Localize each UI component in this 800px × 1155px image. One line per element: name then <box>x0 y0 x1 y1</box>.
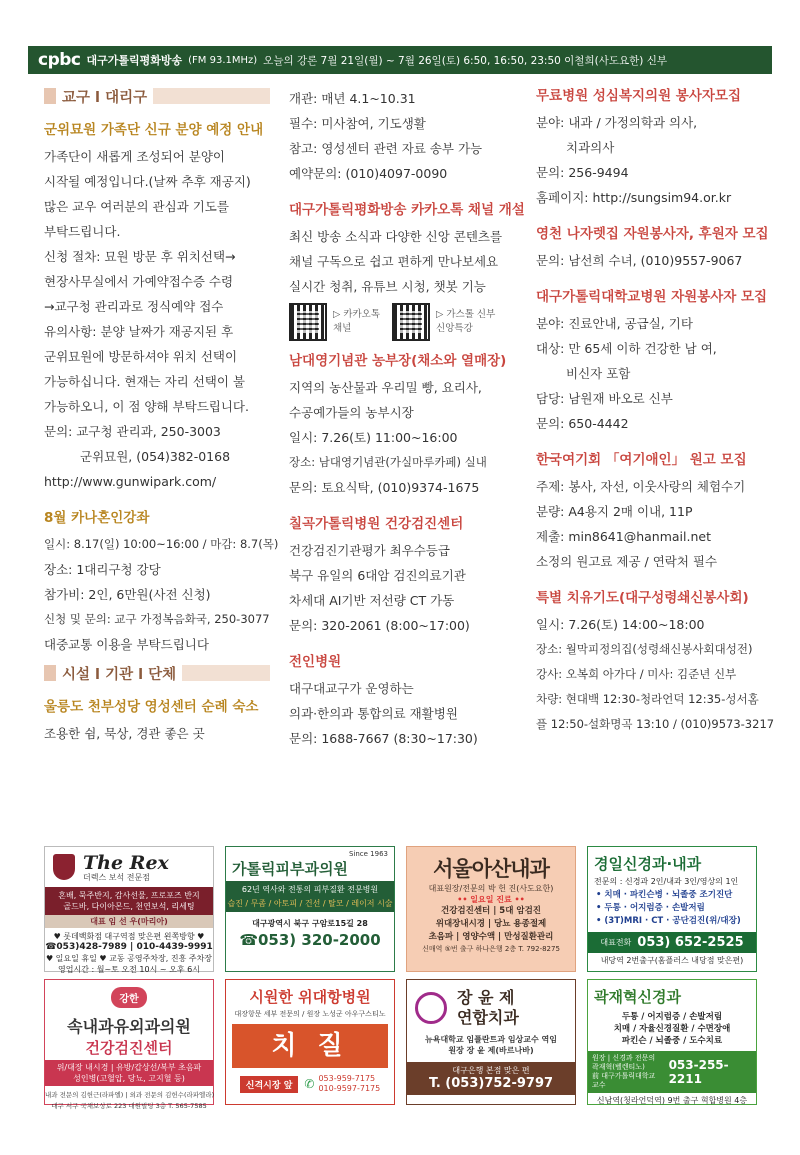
article-line: 수공예가들의 농부시장 <box>289 405 414 420</box>
column-3 <box>536 86 775 737</box>
article-line: 강사: 오복희 아가다 / 미사: 김준년 신부 <box>536 667 737 681</box>
article-line: 문의: 1688-7667 (8:30~17:30) <box>289 731 478 746</box>
article-nazareth-house <box>536 224 769 273</box>
article-title: 칠곡가톨릭병원 건강검진센터 <box>289 516 464 532</box>
article-line: 문의: 650-4442 <box>536 416 629 431</box>
brand-logo: 강한 <box>111 987 146 1008</box>
article-title: 특별 치유기도(대구성령쇄신봉사회) <box>536 590 749 606</box>
article-title: 영천 나자렛집 자원봉사자, 후원자 모집 <box>536 226 769 242</box>
broadcast-banner <box>28 46 772 74</box>
article-manuscript-call <box>536 450 764 574</box>
article-line: 유의사항: 분양 날짜가 재공지된 후 <box>44 324 234 339</box>
article-line: 개관: 매년 4.1~10.31 <box>289 91 416 106</box>
lecture-qr-code[interactable] <box>392 303 430 341</box>
article-line: 가능하오니, 이 점 양해 부탁드립니다. <box>44 399 249 414</box>
article-line: 장소: 남대영기념관(가실마루카페) 실내 <box>289 455 487 469</box>
article-line: 예약문의: (010)4097-0090 <box>289 166 448 181</box>
article-line: 치과의사 <box>566 140 615 155</box>
article-line: 채널 구독으로 쉽고 편하게 만나보세요 <box>289 254 499 269</box>
article-line: 가능하십니다. 현재는 자리 선택이 불 <box>44 374 245 389</box>
article-line: 문의: 토요식탁, (010)9374-1675 <box>289 480 480 495</box>
dental-emblem-icon <box>415 992 447 1024</box>
article-line: 플 12:50-설화명곡 13:10 / (010)9573-3217 <box>536 717 775 731</box>
article-line: 북구 유일의 6대암 검진의료기관 <box>289 568 466 583</box>
article-line: 시작될 예정입니다.(날짜 추후 재공지) <box>44 174 251 189</box>
article-line: 건강검진기관평가 최우수등급 <box>289 543 450 558</box>
qr-row <box>289 303 517 341</box>
article-title: 울릉도 천부성당 영성센터 순례 숙소 <box>44 699 259 715</box>
article-line: 가족단이 새롭게 조성되어 분양이 <box>44 149 225 164</box>
article-line: 분야: 내과 / 가정의학과 의사, <box>536 115 698 130</box>
article-title: 전인병원 <box>289 654 342 670</box>
article-title: 남대영기념관 농부장(채소와 열매장) <box>289 353 507 369</box>
article-title: 무료병원 성심복지의원 봉사자모집 <box>536 88 742 104</box>
article-line: 군위묘원에 방문하셔야 위치 선택이 <box>44 349 238 364</box>
article-line: 문의: 320-2061 (8:00~17:00) <box>289 618 470 633</box>
article-line: 일시: 7.26(토) 14:00~18:00 <box>536 617 705 632</box>
article-line: 대상: 만 65세 이하 건강한 남 여, <box>536 341 717 356</box>
article-line: 일시: 8.17(일) 10:00~16:00 / 마감: 8.7(목) <box>44 537 279 551</box>
article-chilgok-hospital <box>289 514 517 638</box>
article-line: 대구대교구가 운영하는 <box>289 681 414 696</box>
article-healing-prayer <box>536 588 775 737</box>
ad-hansin-clinic[interactable]: 강한 속내과유외과의원 건강검진센터 위/대장 내시경 | 유방/갑상선/복부 초음파 성인병(고혈압, 당뇨, 고지혈 등) 내과 전문의 김헌근(라파엘) | 외과 전문의 김헌수(라파엘라) 대구 서구 국채보상로 223 대원빌딩 3층 T. 565-7585 <box>44 979 214 1105</box>
article-line: 문의: 남선희 수녀, (010)9557-9067 <box>536 253 743 268</box>
article-line: 부탁드립니다. <box>44 224 121 239</box>
article-line: 실시간 청취, 유튜브 시청, 챗봇 기능 <box>289 279 486 294</box>
article-line: 차량: 현대백 12:30-청라언덕 12:35-성서홈 <box>536 692 759 706</box>
article-line: 담당: 남원재 바오로 신부 <box>536 391 673 406</box>
article-dcuh-volunteer <box>536 287 768 436</box>
article-line: 장소: 월막피정의집(성령쇄신봉사회대성전) <box>536 642 753 656</box>
article-jeonin-hospital <box>289 652 517 751</box>
sungsim-url-link[interactable]: 홈페이지: http://sungsim94.or.kr <box>536 190 732 205</box>
article-line: 문의: 256-9494 <box>536 165 629 180</box>
article-line: 신청 절차: 묘원 방문 후 위치선택→ <box>44 249 236 264</box>
article-title: 대구가톨릭대학교병원 자원봉사자 모집 <box>536 289 768 305</box>
qr-label: ▷ 카카오톡 채널 <box>333 309 381 334</box>
ad-the-rex[interactable]: The Rex 더렉스 보석 전문점 혼배, 묵주반지, 감사선물, 프로포즈 반지 골드바, 다이아몬드, 천연보석, 리세팅 대표 임 선 우(마리아) ♥ 롯데백화점 대구역점 맞은편 왼쪽방향 ♥ ☎053)428-7989 | 010-4439-9991 ♥ 일요일 휴일 ♥ 교동 공영주차장, 진흥 주차장 영업시간 : 월~토 오전 10시 ~ 오후 6시 <box>44 846 214 972</box>
article-line: 최신 방송 소식과 다양한 신앙 콘텐츠를 <box>289 229 503 244</box>
banner-title: 대구가톨릭평화방송 <box>86 54 183 67</box>
article-kakao-channel <box>289 200 525 341</box>
article-line: 비신자 포함 <box>566 366 631 381</box>
article-title: 군위묘원 가족단 신규 분양 예정 안내 <box>44 122 264 138</box>
article-line: 현장사무실에서 가예약접수증 수령 <box>44 274 234 289</box>
article-line: 지역의 농산물과 우리밀 빵, 요리사, <box>289 380 482 395</box>
article-line: 조용한 쉼, 묵상, 경관 좋은 곳 <box>44 726 205 741</box>
article-line: 소정의 원고료 제공 / 연락처 필수 <box>536 554 718 569</box>
phone-icon: ✆ <box>304 1077 315 1091</box>
gunwi-url-link[interactable]: http://www.gunwipark.com/ <box>44 474 217 489</box>
banner-schedule: 오늘의 강론 7월 21일(월) ~ 7월 26일(토) 6:50, 16:50, 23:50 이철희(사도요한) 신부 <box>263 54 667 67</box>
article-line: 참가비: 2인, 6만원(사전 신청) <box>44 587 211 602</box>
article-farmers-market <box>289 351 517 500</box>
article-gunwi-cemetery <box>44 120 270 494</box>
article-line: 분야: 진료안내, 공급실, 기타 <box>536 316 693 331</box>
article-line: 필수: 미사참여, 기도생활 <box>289 116 426 131</box>
ad-widaehang-hospital[interactable]: 시원한 위대항병원 대장항문 세부 전문의 / 원장 노성군 아우구스티노 치 질 신격시장 앞 ✆ 053-959-7175 010-9597-7175 <box>225 979 395 1105</box>
article-title: 대구가톨릭평화방송 카카오톡 채널 개설 <box>289 202 525 218</box>
article-title: 한국여기회 「여기애인」 원고 모집 <box>536 452 747 468</box>
article-line: 장소: 1대리구청 강당 <box>44 562 161 577</box>
ad-jang-dental[interactable]: 장 윤 제 연합치과 뉴욕대학교 임플란트과 임상교수 역임 원장 장 윤 제(바르나바) 대구은행 본점 맞은 편 T. (053)752-9797 <box>406 979 576 1105</box>
article-ulleungdo-cont <box>289 86 517 186</box>
qr-label: ▷ 가스톨 신부 신앙특강 <box>436 309 496 334</box>
article-line: →교구청 관리과로 정식예약 접수 <box>44 299 224 314</box>
ad-kwak-neurology[interactable]: 곽재혁신경과 두통 / 어지럼증 / 손발저림 치매 / 자율신경질환 / 수면장애 파킨슨 / 뇌졸중 / 도수치료 원장 | 신경과 전문의 곽재혁(벨렌티노) 前 대구가톨릭대학교 교수 053-255-2211 신남역(청라언덕역) 9번 출구 혁합병원 4층 <box>587 979 757 1105</box>
crest-icon <box>53 854 75 880</box>
article-cana-marriage <box>44 508 279 657</box>
article-title: 8월 카나혼인강좌 <box>44 510 150 526</box>
ad-catholic-dermatology[interactable]: Since 1963 가톨릭피부과의원 62년 역사와 전통의 피부질환 전문병원 습진 / 무좀 / 아토피 / 건선 / 탈모 / 레이저 시술 대구광역시 북구 구암로15길 28 ☎053) 320-2000 <box>225 846 395 972</box>
kakao-qr-code[interactable] <box>289 303 327 341</box>
article-line: 신청 및 문의: 교구 가정복음화국, 250-3077 <box>44 612 270 626</box>
article-ulleungdo <box>44 697 270 746</box>
article-line: 문의: 교구청 관리과, 250-3003 <box>44 424 221 439</box>
article-line: 분량: A4용지 2매 이내, 11P <box>536 504 693 519</box>
email-link[interactable]: 제출: min8641@hanmail.net <box>536 529 711 544</box>
article-line: 의과·한의과 통합의료 재활병원 <box>289 706 458 721</box>
article-line: 주제: 봉사, 자선, 이웃사랑의 체험수기 <box>536 479 746 494</box>
article-line: 차세대 AI기반 저선량 CT 가동 <box>289 593 455 608</box>
section-header-diocese: 교구 l 대리구 <box>44 86 270 106</box>
cpbc-logo: cpbc <box>38 50 81 70</box>
banner-frequency: (FM 93.1MHz) <box>188 54 258 66</box>
ad-gyeongil-neurology[interactable]: 경일신경과·내과 전문의 : 신경과 2인/내과 3인/영상의 1인 • 치매 · 파킨슨병 · 뇌졸중 조기진단 • 두통 · 어지럼증 · 손발저림 • (3T)MRI · CT · 공단검진(위/대장) 대표전화 053) 652-2525 내당역 2번출구(홈플러스 내당점 맞은편) <box>587 846 757 972</box>
article-line: 많은 교우 여러분의 관심과 기도를 <box>44 199 229 214</box>
article-line: 군위묘원, (054)382-0168 <box>80 449 231 464</box>
article-line: 대중교통 이용을 부탁드립니다 <box>44 637 209 652</box>
article-line: 일시: 7.26(토) 11:00~16:00 <box>289 430 458 445</box>
column-1 <box>44 86 279 746</box>
article-sungsim-clinic <box>536 86 764 210</box>
ad-seoul-asan-clinic[interactable]: 서울아산내과 대표원장/전문의 박 헌 진(사도요한) •• 일요일 진료 •• 건강검진센터 | 5대 암검진 위대장내시경 | 당뇨 용종절제 초음파 | 영양수액 | 만성질환관리 신매역 ⑤번 출구 하나은행 2층 T. 792-8275 <box>406 846 576 972</box>
section-header-facilities: 시설 l 기관 l 단체 <box>44 663 270 683</box>
column-2 <box>289 86 525 751</box>
article-line: 참고: 영성센터 관련 자료 송부 가능 <box>289 141 483 156</box>
